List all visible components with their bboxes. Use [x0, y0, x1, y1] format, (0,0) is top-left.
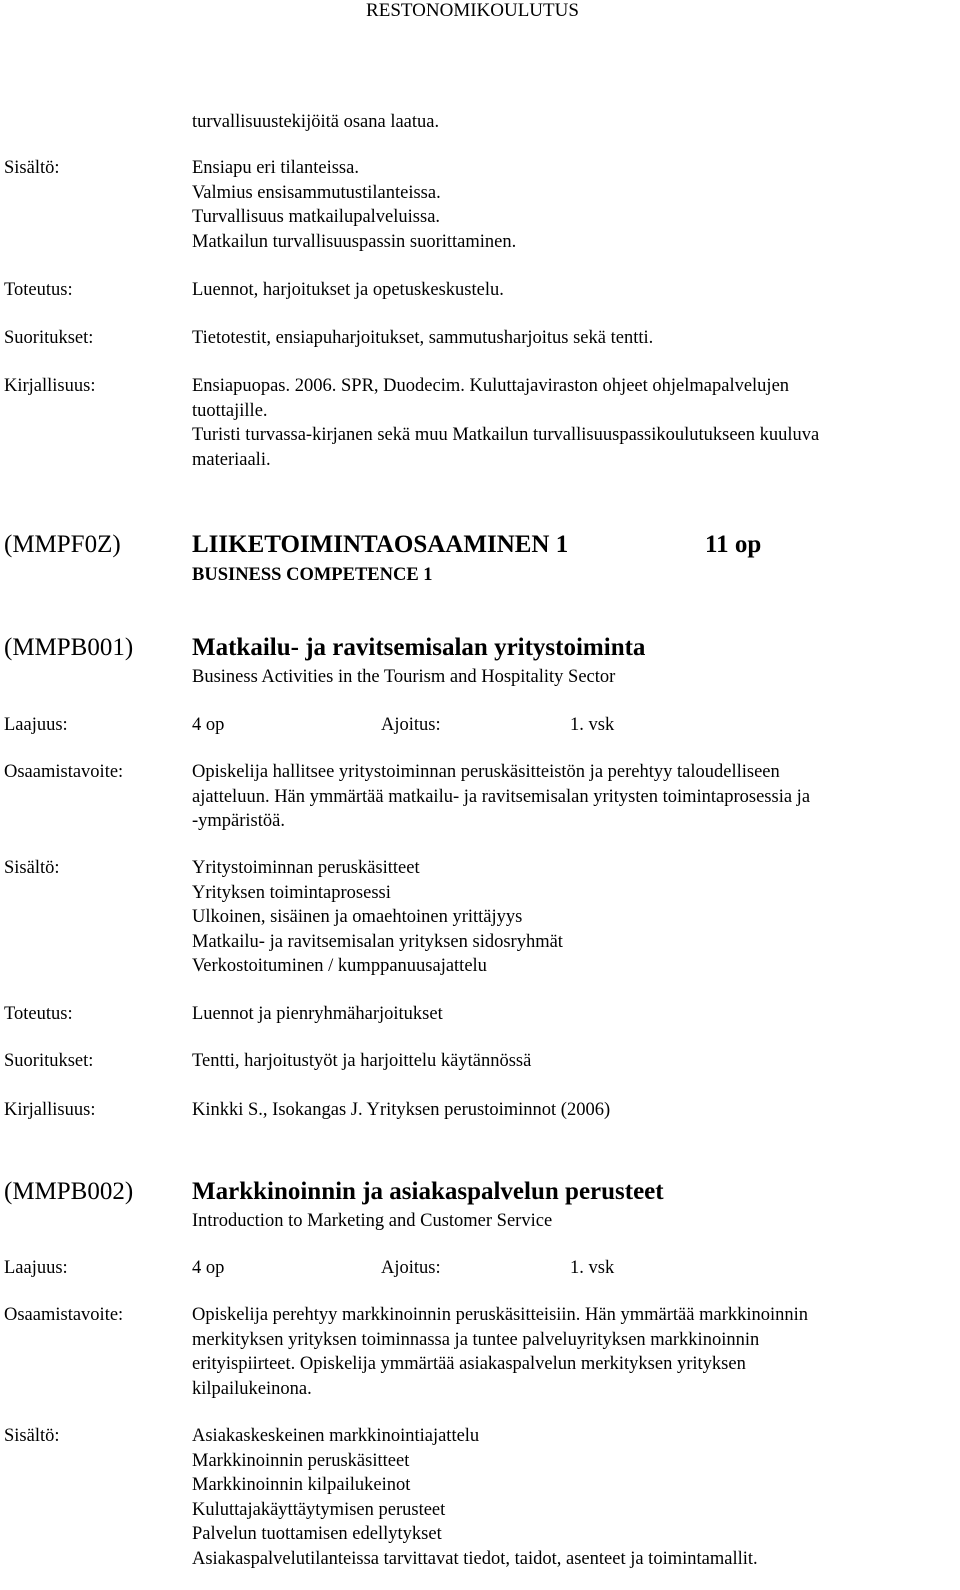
assessment-text: Tentti, harjoitustyöt ja harjoittelu käytännössä: [192, 1051, 532, 1071]
literature-line: tuottajille.: [192, 400, 268, 421]
module-title: LIIKETOIMINTAOSAAMINEN 1: [192, 531, 569, 558]
content-line: Turvallisuus matkailupalveluissa.: [192, 207, 441, 227]
goals-line: ajatteluun. Hän ymmärtää matkailu- ja ravitsemisalan yritysten toimintaprosessia ja: [192, 786, 811, 807]
content-line: Valmius ensisammutustilanteissa.: [192, 182, 441, 203]
module-credits: 11 op: [705, 531, 762, 558]
content-line: Verkostoituminen / kumppanuusajattelu: [192, 956, 487, 976]
document-header: RESTONOMIKOULUTUS: [366, 0, 579, 21]
literature-line: materiaali.: [192, 449, 271, 470]
course-subtitle: Business Activities in the Tourism and Hospitality Sector: [192, 667, 616, 687]
goals-line: kilpailukeinona.: [192, 1378, 312, 1399]
goals-line: Opiskelija perehtyy markkinoinnin peruskäsitteisiin. Hän ymmärtää markkinoinnin: [192, 1305, 809, 1325]
timing-label: Ajoitus:: [381, 715, 441, 735]
scope-value: 4 op: [192, 715, 225, 735]
goals-line: Opiskelija hallitsee yritystoiminnan peruskäsitteistön ja perehtyy taloudelliseen: [192, 762, 780, 782]
scope-value: 4 op: [192, 1258, 225, 1278]
literature-text: Kinkki S., Isokangas J. Yrityksen perustoiminnot (2006): [192, 1100, 611, 1120]
delivery-label: Toteutus:: [4, 1004, 73, 1024]
delivery-text: Luennot ja pienryhmäharjoitukset: [192, 1004, 443, 1024]
literature-label: Kirjallisuus:: [4, 1100, 96, 1120]
module-code: (MMPF0Z): [4, 531, 121, 558]
content-line: Ulkoinen, sisäinen ja omaehtoinen yrittäjyys: [192, 907, 523, 927]
content-list: [192, 856, 563, 979]
content-label: Sisältö:: [4, 858, 60, 878]
course-code: (MMPB001): [4, 634, 134, 661]
content-line: Yritystoiminnan peruskäsitteet: [192, 858, 420, 878]
delivery-text: Luennot, harjoitukset ja opetuskeskustelu.: [192, 280, 504, 300]
content-list: [192, 156, 516, 254]
timing-label: Ajoitus:: [381, 1258, 441, 1278]
literature-line: Ensiapuopas. 2006. SPR, Duodecim. Kuluttajaviraston ohjeet ohjelmapalvelujen: [192, 376, 790, 396]
content-line: Kuluttajakäyttäytymisen perusteet: [192, 1499, 446, 1520]
literature-list: [192, 374, 819, 472]
delivery-label: Toteutus:: [4, 280, 73, 300]
course-title: Matkailu- ja ravitsemisalan yritystoiminta: [192, 634, 646, 661]
content-label: Sisältö:: [4, 158, 60, 178]
goals-line: merkityksen yrityksen toiminnassa ja tuntee palveluyrityksen markkinoinnin: [192, 1329, 760, 1350]
goals-text: [192, 760, 810, 834]
course-code: (MMPB002): [4, 1178, 134, 1205]
timing-value: 1. vsk: [570, 715, 615, 735]
scope-label: Laajuus:: [4, 1258, 68, 1278]
content-label: Sisältö:: [4, 1426, 60, 1446]
content-line: Palvelun tuottamisen edellytykset: [192, 1524, 442, 1544]
literature-label: Kirjallisuus:: [4, 376, 96, 396]
goals-line: erityispiirteet. Opiskelija ymmärtää asiakaspalvelun merkityksen yrityksen: [192, 1354, 746, 1374]
content-list: [192, 1424, 758, 1571]
content-line: Markkinoinnin peruskäsitteet: [192, 1450, 410, 1471]
goals-text: [192, 1303, 808, 1401]
course-title: Markkinoinnin ja asiakaspalvelun perusteet: [192, 1178, 664, 1205]
literature-line: Turisti turvassa-kirjanen sekä muu Matkailun turvallisuuspassikoulutukseen kuuluva: [192, 425, 820, 445]
content-line: Asiakaskeskeinen markkinointiajattelu: [192, 1426, 480, 1446]
scope-label: Laajuus:: [4, 715, 68, 735]
content-line: Ensiapu eri tilanteissa.: [192, 158, 359, 178]
timing-value: 1. vsk: [570, 1258, 615, 1278]
content-line: Yrityksen toimintaprosessi: [192, 882, 391, 903]
assessment-text: Tietotestit, ensiapuharjoitukset, sammutusharjoitus sekä tentti.: [192, 328, 654, 348]
module-subtitle: BUSINESS COMPETENCE 1: [192, 565, 433, 585]
goal-tail-text: turvallisuustekijöitä osana laatua.: [192, 112, 440, 132]
course-subtitle: Introduction to Marketing and Customer Service: [192, 1211, 553, 1231]
goals-label: Osaamistavoite:: [4, 762, 124, 782]
content-line: Matkailun turvallisuuspassin suorittaminen.: [192, 231, 517, 252]
assessment-label: Suoritukset:: [4, 1051, 94, 1071]
content-line: Markkinoinnin kilpailukeinot: [192, 1475, 411, 1495]
assessment-label: Suoritukset:: [4, 328, 94, 348]
goals-line: -ympäristöä.: [192, 811, 285, 831]
goals-label: Osaamistavoite:: [4, 1305, 124, 1325]
content-line: Matkailu- ja ravitsemisalan yrityksen sidosryhmät: [192, 931, 563, 952]
content-line: Asiakaspalvelutilanteissa tarvittavat tiedot, taidot, asenteet ja toimintamallit.: [192, 1548, 758, 1569]
